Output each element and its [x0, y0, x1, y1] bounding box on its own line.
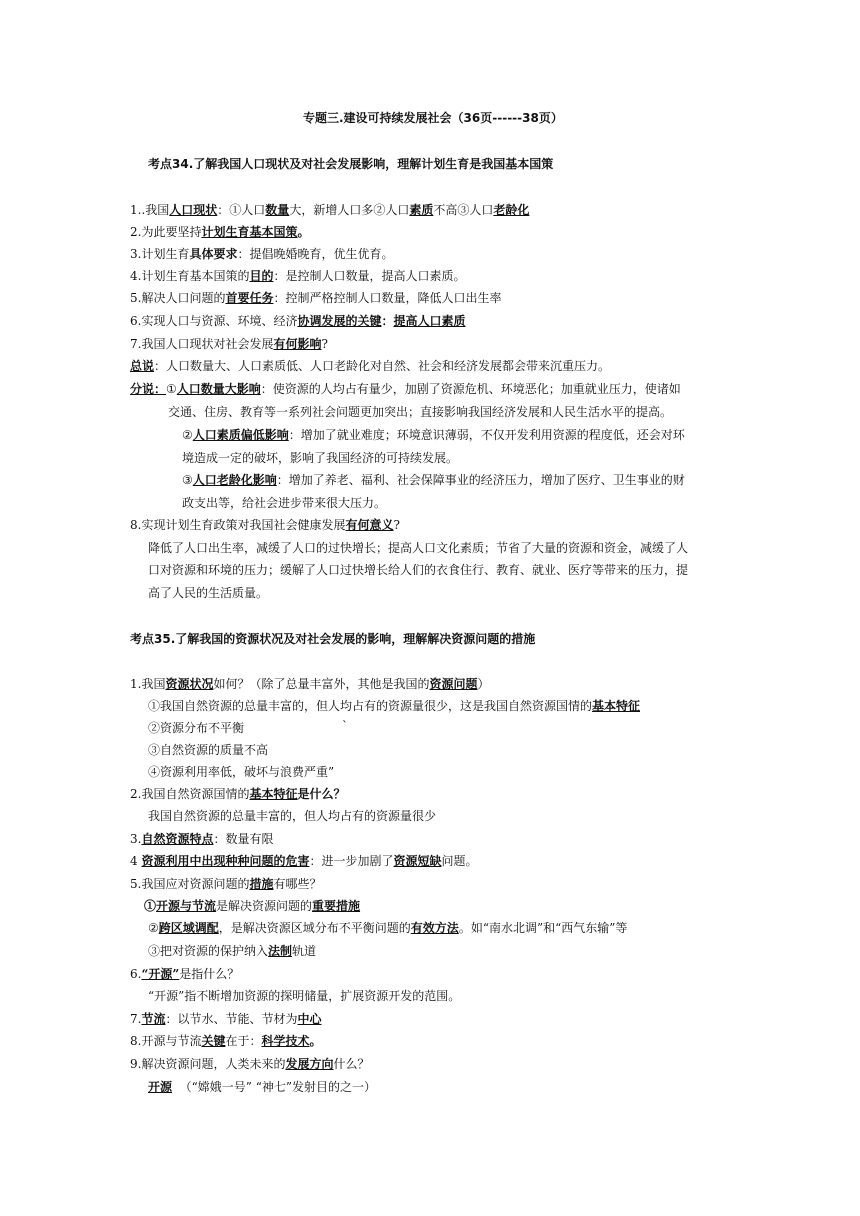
kp34-heading: 考点34.了解我国人口现状及对社会发展影响，理解计划生育是我国基本国策 [148, 157, 554, 171]
kp34-detail-1: 分说：①人口数量大影响：使资源的人均占有量少，加剧了资源危机、环境恶化；加重就业压力，使诸如 [130, 382, 681, 396]
kp35-q4: 4 资源利用中出现种种问题的危害：进一步加剧了资源短缺问题。 [130, 854, 478, 868]
kp35-q2: 2.我国自然资源国情的基本特征是什么？ [130, 787, 346, 801]
kp34-line-8a: 降低了人口出生率，减缓了人口的过快增长；提高人口文化素质；节省了大量的资源和资金，减缓了人 [148, 541, 689, 555]
kp35-q6: 6.“开源”是指什么？ [130, 967, 240, 981]
kp34-line-1: 1..我国人口现状：①人口数量大，新增人口多②人口素质不高③人口老龄化 [130, 203, 530, 217]
kp35-q1c: ③自然资源的质量不高 [148, 743, 269, 757]
kp34-line-8c: 高了人民的生活质量。 [148, 586, 269, 600]
kp34-detail-2: ②人口素质偏低影响：增加了就业难度；环境意识薄弱，不仅开发利用资源的程度低，还会对环 [182, 428, 685, 442]
kp35-q5: 5.我国应对资源问题的措施有哪些？ [130, 877, 322, 891]
kp34-line-2: 2.为此要坚持计划生育基本国策。 [130, 225, 310, 239]
kp35-q6a: “开源”指不断增加资源的探明储量，扩展资源开发的范围。 [148, 989, 461, 1003]
kp35-q3: 3.自然资源特点：数量有限 [130, 832, 274, 846]
kp34-line-5: 5.解决人口问题的首要任务：控制严格控制人口数量，降低人口出生率 [130, 291, 502, 305]
kp35-q5a: ①开源与节流是解决资源问题的重要措施 [144, 899, 361, 913]
kp35-q1d: ④资源利用率低，破坏与浪费严重” [148, 765, 335, 779]
kp35-q8: 8.开源与节流关键在于：科学技术。 [130, 1034, 322, 1048]
page-title: 专题三.建设可持续发展社会（36页------38页） [303, 111, 563, 125]
kp35-q9a: 开源 （“嫦娥一号” “神七”发射目的之一） [148, 1080, 377, 1094]
kp34-line-8b: 口对资源和环境的压力；缓解了人口过快增长给人们的衣食住行、教育、就业、医疗等带来的压力，提 [148, 563, 689, 577]
kp35-q2a: 我国自然资源的总量丰富的，但人均占有的资源量很少 [148, 809, 437, 823]
kp34-line-3: 3.计划生育具体要求：提倡晚婚晚育，优生优育。 [130, 247, 394, 261]
kp35-q9: 9.解决资源问题，人类未来的发展方向什么？ [130, 1057, 370, 1071]
kp34-line-4: 4.计划生育基本国策的目的：是控制人口数量，提高人口素质。 [130, 269, 466, 283]
kp34-detail-1b: 交通、住房、教育等一系列社会问题更加突出；直接影响我国经济发展和人民生活水平的提高。 [168, 405, 673, 419]
kp35-heading: 考点35.了解我国的资源状况及对社会发展的影响，理解解决资源问题的措施 [130, 632, 536, 646]
kp34-detail-3: ③人口老龄化影响：增加了养老、福利、社会保障事业的经济压力，增加了医疗、卫生事业的财 [182, 473, 685, 487]
stray-mark: ` [342, 719, 348, 733]
kp34-line-6: 6.实现人口与资源、环境、经济协调发展的关键：提高人口素质 [130, 314, 466, 328]
kp35-q7: 7.节流：以节水、节能、节材为中心 [130, 1012, 322, 1026]
kp34-detail-2b: 境造成一定的破坏，影响了我国经济的可持续发展。 [182, 451, 459, 465]
kp34-summary: 总说：人口数量大、人口素质低、人口老龄化对自然、社会和经济发展都会带来沉重压力。 [130, 359, 611, 373]
kp35-q1b: ②资源分布不平衡 [148, 721, 245, 735]
kp34-line-7: 7.我国人口现状对社会发展有何影响? [130, 337, 328, 351]
kp34-line-8: 8.实现计划生育政策对我国社会健康发展有何意义? [130, 518, 400, 532]
kp35-q5b: ②跨区域调配，是解决资源区域分布不平衡问题的有效方法。如“南水北调”和“西气东输”等 [148, 921, 628, 935]
kp35-q1a: ①我国自然资源的总量丰富的，但人均占有的资源量很少，这是我国自然资源国情的基本特征 [148, 699, 641, 713]
kp35-q1: 1.我国资源状况如何？（除了总量丰富外，其他是我国的资源问题） [130, 677, 490, 691]
kp35-q5c: ③把对资源的保护纳入法制轨道 [148, 944, 317, 958]
kp34-detail-3b: 政支出等，给社会进步带来很大压力。 [182, 496, 387, 510]
